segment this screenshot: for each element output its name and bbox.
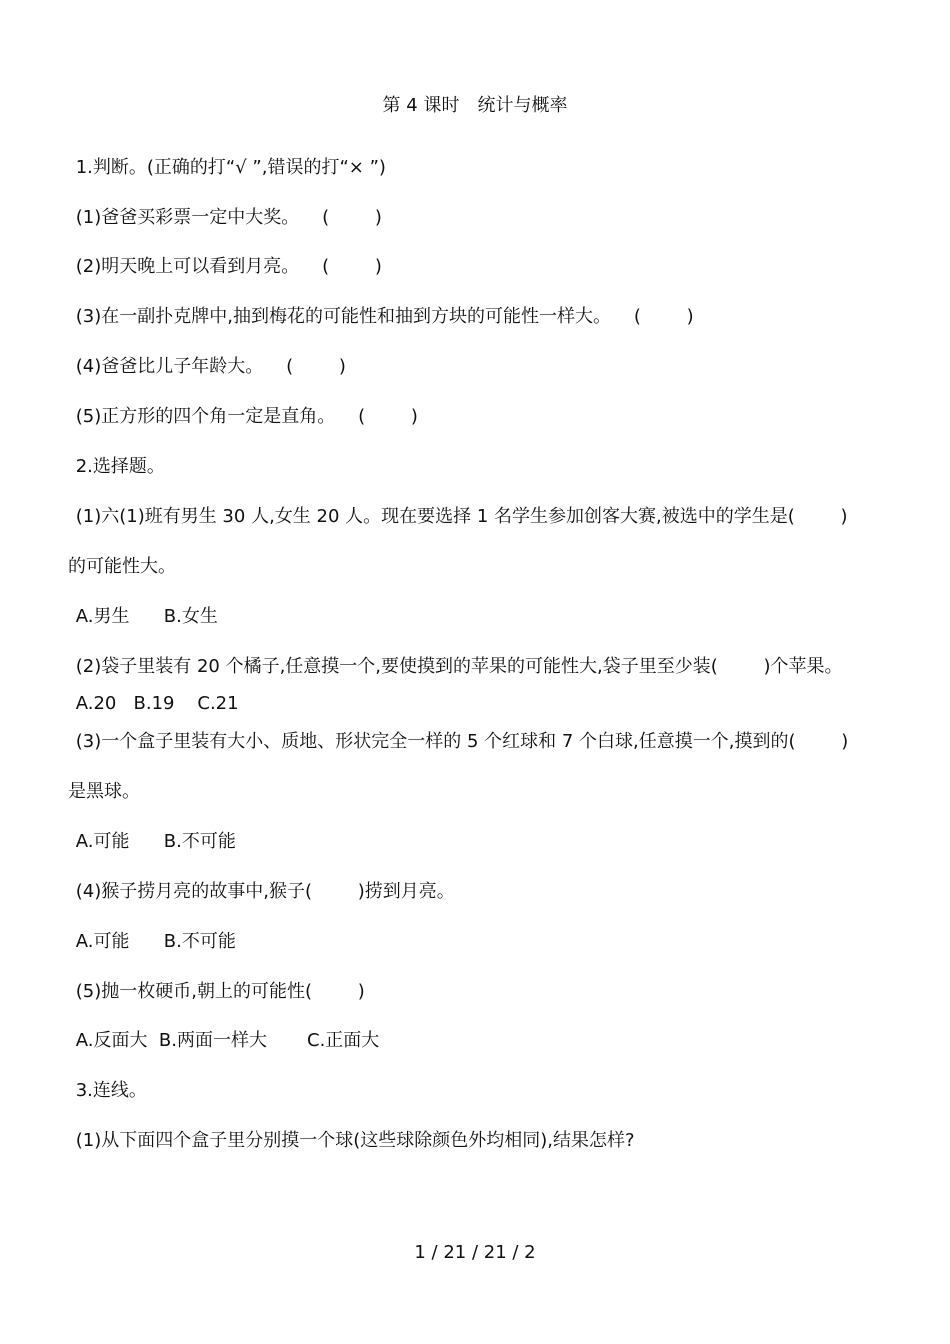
page-number: 1 / 21 / 21 / 2 (414, 1242, 536, 1263)
text-line: (1)从下面四个盒子里分别摸一个球(这些球除颜色外均相同),结果怎样? (70, 1130, 635, 1151)
text-line: 2.选择题。 (70, 456, 165, 477)
text-line: (4)爸爸比儿子年龄大。 ( ) (70, 356, 346, 377)
text-line: 1.判断。(正确的打“√ ”,错误的打“× ”) (70, 157, 386, 178)
text-line: A.可能 B.不可能 (70, 831, 236, 852)
text-line: 是黑球。 (68, 781, 140, 802)
text-line: (5)抛一枚硬币,朝上的可能性( ) (70, 981, 365, 1002)
text-line: (4)猴子捞月亮的故事中,猴子( )捞到月亮。 (70, 881, 455, 902)
text-line: (2)明天晚上可以看到月亮。 ( ) (70, 256, 382, 277)
text-line: (2)袋子里装有 20 个橘子,任意摸一个,要使摸到的苹果的可能性大,袋子里至少装( )个苹果。 (70, 656, 843, 677)
text-line: A.可能 B.不可能 (70, 931, 236, 952)
page-title: 第 4 课时 统计与概率 (382, 95, 568, 116)
text-line: 的可能性大。 (68, 556, 176, 577)
text-line: A.反面大 B.两面一样大 C.正面大 (70, 1030, 380, 1051)
text-line: (5)正方形的四个角一定是直角。 ( ) (70, 406, 418, 427)
text-line: A.男生 B.女生 (70, 606, 218, 627)
text-line: (3)一个盒子里装有大小、质地、形状完全一样的 5 个红球和 7 个白球,任意摸一个,摸到的( ) (70, 731, 849, 752)
text-line: 3.连线。 (70, 1080, 147, 1101)
text-line: (1)六(1)班有男生 30 人,女生 20 人。现在要选择 1 名学生参加创客大赛,被选中的学生是( ) (70, 506, 848, 527)
text-line: A.20 B.19 C.21 (70, 693, 239, 714)
text-line: (3)在一副扑克牌中,抽到梅花的可能性和抽到方块的可能性一样大。 ( ) (70, 306, 694, 327)
text-line: (1)爸爸买彩票一定中大奖。 ( ) (70, 207, 382, 228)
